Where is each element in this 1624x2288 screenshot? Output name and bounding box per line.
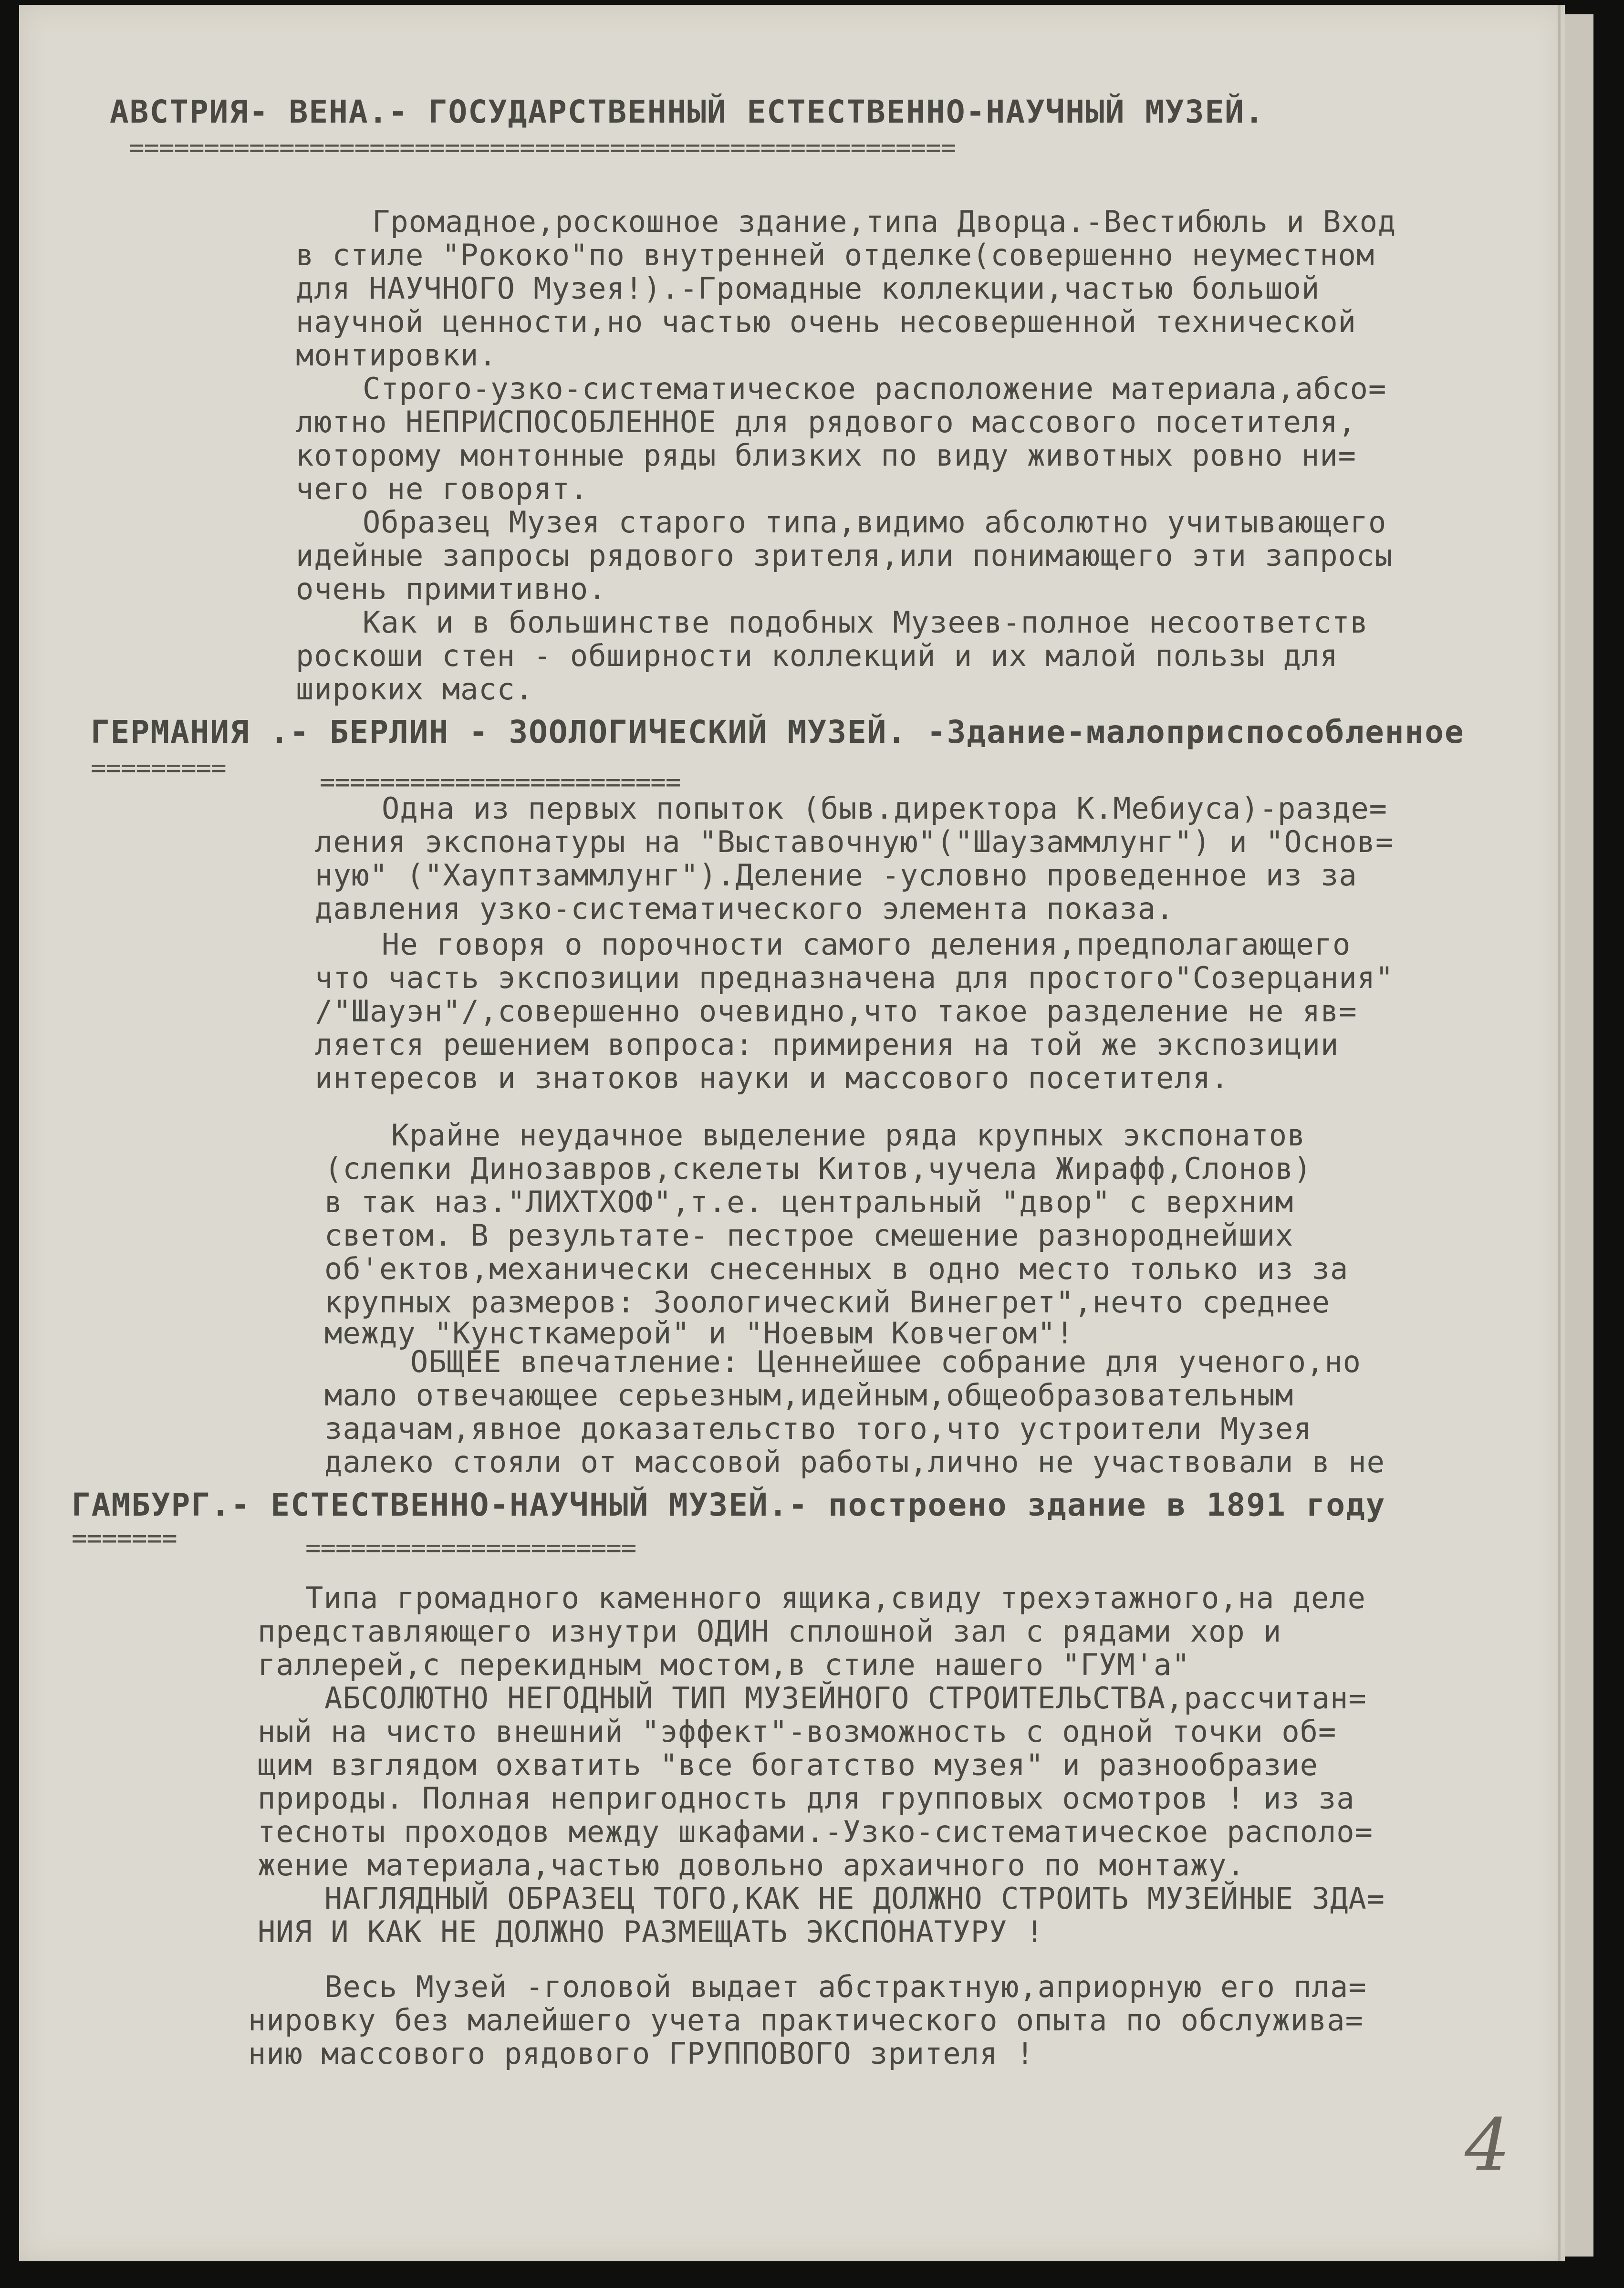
- text-line: ОБЩЕЕ впечатление: Ценнейшее собрание для ученого,но: [410, 1344, 1362, 1379]
- text-line: природы. Полная непригодность для групповых осмотров ! из за: [258, 1781, 1355, 1816]
- text-line: (слепки Динозавров,скелеты Китов,чучела Жирафф,Слонов): [324, 1151, 1312, 1186]
- text-line: которому монтонные ряды близких по виду животных ровно ни=: [296, 438, 1356, 473]
- text-line: АБСОЛЮТНО НЕГОДНЫЙ ТИП МУЗЕЙНОГО СТРОИТЕЛЬСТВА,рассчитан=: [324, 1681, 1367, 1716]
- text-line: Весь Музей -головой выдает абстрактную,априорную его пла=: [324, 1969, 1367, 2004]
- section-heading-hamburg: ГАМБУРГ.- ЕСТЕСТВЕННО-НАУЧНЫЙ МУЗЕЙ.- построено здание в 1891 году: [72, 1487, 1386, 1523]
- heading-underline: =======================================================: [129, 133, 956, 163]
- text-line: жение материала,частью довольно архаичного по монтажу.: [258, 1848, 1245, 1882]
- text-line: НАГЛЯДНЫЙ ОБРАЗЕЦ ТОГО,КАК НЕ ДОЛЖНО СТРОИТЬ МУЗЕЙНЫЕ ЗДА=: [324, 1881, 1385, 1916]
- section-heading-vienna: АВСТРИЯ- ВЕНА.- ГОСУДАРСТВЕННЫЙ ЕСТЕСТВЕННО-НАУЧНЫЙ МУЗЕЙ.: [110, 94, 1265, 130]
- text-line: крупных размеров: Зоологический Винегрет",нечто среднее: [324, 1285, 1330, 1320]
- text-line: представляющего изнутри ОДИН сплошной зал с рядами хор и: [258, 1614, 1282, 1649]
- text-line: широких масс.: [296, 672, 534, 707]
- text-line: ляется решением вопроса: примирения на той же экспозиции: [315, 1027, 1339, 1062]
- text-line: Как и в большинстве подобных Музеев-полное несоответств: [363, 605, 1368, 640]
- text-line: нию массового рядового ГРУППОВОГО зрителя !: [248, 2036, 1035, 2071]
- text-line: светом. В результате- пестрое смешение разнороднейших: [324, 1218, 1294, 1253]
- page-edge: [1558, 5, 1561, 2261]
- text-line: Строго-узко-систематическое расположение материала,абсо=: [363, 371, 1387, 406]
- section-heading-berlin: ГЕРМАНИЯ .- БЕРЛИН - ЗООЛОГИЧЕСКИЙ МУЗЕЙ. -Здание-малоприспособленное: [91, 714, 1465, 750]
- text-line: монтировки.: [296, 338, 497, 373]
- text-line: нировку без малейшего учета практического опыта по обслужива=: [248, 2003, 1364, 2038]
- text-line: чего не говорят.: [296, 471, 589, 506]
- text-line: в стиле "Рококо"по внутренней отделке(совершенно неуместном: [296, 238, 1375, 272]
- text-line: задачам,явное доказательство того,что устроители Музея: [324, 1411, 1312, 1446]
- text-line: об'ектов,механически снесенных в одно место только из за: [324, 1251, 1349, 1286]
- text-line: /"Шауэн"/,совершенно очевидно,что такое разделение не яв=: [315, 994, 1357, 1029]
- text-line: идейные запросы рядового зрителя,или понимающего эти запросы: [296, 538, 1393, 573]
- text-line: для НАУЧНОГО Музея!).-Громадные коллекции,частью большой: [296, 271, 1320, 306]
- text-line: очень примитивно.: [296, 572, 607, 606]
- text-line: галлерей,с перекидным мостом,в стиле нашего "ГУМ'а": [258, 1647, 1190, 1682]
- text-line: щим взглядом охватить "все богатство музея" и разнообразие: [258, 1747, 1318, 1782]
- text-line: НИЯ И КАК НЕ ДОЛЖНО РАЗМЕЩАТЬ ЭКСПОНАТУРУ !: [258, 1914, 1044, 1949]
- text-line: интересов и знатоков науки и массового посетителя.: [315, 1061, 1229, 1095]
- text-line: Образец Музея старого типа,видимо абсолютно учитывающего: [363, 505, 1387, 540]
- text-line: ную" ("Хауптзаммлунг").Деление -условно проведенное из за: [315, 858, 1357, 893]
- text-line: между "Кунсткамерой" и "Ноевым Ковчегом"!: [324, 1316, 1074, 1351]
- text-line: Типа громадного каменного ящика,свиду трехэтажного,на деле: [305, 1581, 1366, 1615]
- text-line: в так наз."ЛИХТХОФ",т.е. центральный "двор" с верхним: [324, 1185, 1294, 1219]
- text-line: Одна из первых попыток (быв.директора К.Мебиуса)-разде=: [382, 791, 1387, 826]
- text-line: Крайне неудачное выделение ряда крупных экспонатов: [391, 1118, 1306, 1153]
- heading-underline-left: =========: [91, 753, 226, 783]
- text-line: Громадное,роскошное здание,типа Дворца.-Вестибюль и Вход: [372, 204, 1396, 239]
- text-line: ления экспонатуры на "Выставочную"("Шаузаммлунг") и "Основ=: [315, 824, 1394, 859]
- document-page: [19, 5, 1565, 2261]
- text-line: ный на чисто внешний "эффект"-возможность с одной точки об=: [258, 1714, 1337, 1749]
- heading-underline-right: ======================: [305, 1533, 636, 1563]
- text-line: давления узко-систематического элемента показа.: [315, 891, 1175, 926]
- page-number: 4: [1465, 2104, 1510, 2187]
- text-line: научной ценности,но частью очень несовершенной технической: [296, 304, 1356, 339]
- heading-underline-left: =======: [72, 1523, 177, 1553]
- text-line: роскоши стен - обширности коллекций и их малой пользы для: [296, 638, 1338, 673]
- text-line: тесноты проходов между шкафами.-Узко-систематическое располо=: [258, 1814, 1373, 1849]
- text-line: что часть экспозиции предназначена для простого"Созерцания": [315, 960, 1394, 995]
- text-line: Не говоря о порочности самого деления,предполагающего: [382, 927, 1351, 962]
- heading-underline-right: ========================: [320, 767, 681, 797]
- text-line: мало отвечающее серьезным,идейным,общеобразовательным: [324, 1378, 1294, 1413]
- text-line: далеко стояли от массовой работы,лично не участвовали в не: [324, 1445, 1385, 1479]
- text-line: лютно НЕПРИСПОСОБЛЕННОЕ для рядового массового посетителя,: [296, 405, 1356, 439]
